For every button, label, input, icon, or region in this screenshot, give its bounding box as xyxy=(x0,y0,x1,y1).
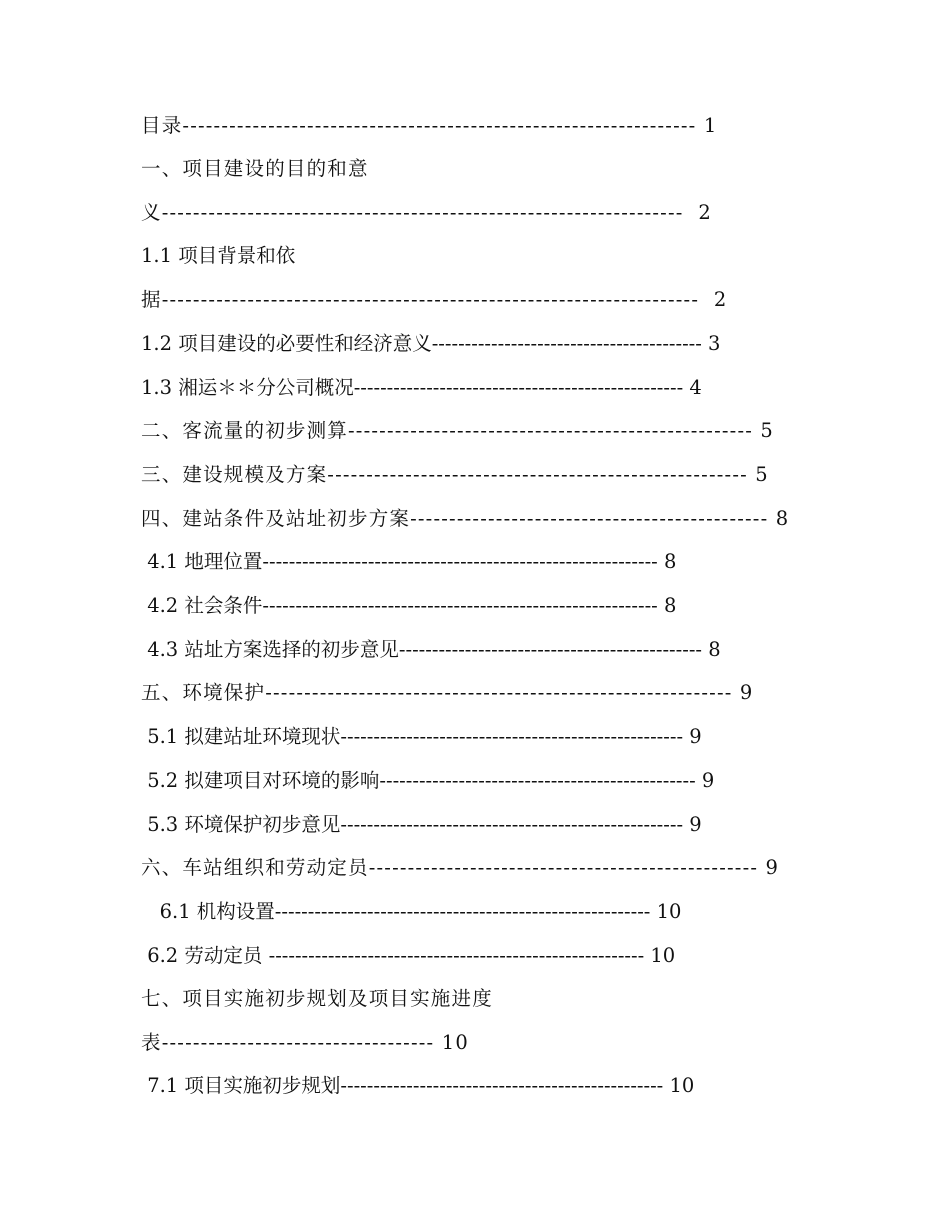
toc-entry-4-2[interactable]: 4.2 社会条件------------------------------------------------------------ 8 xyxy=(141,594,677,617)
toc-entry-5[interactable]: 五、环境保护------------------------------------------------------------ 9 xyxy=(141,681,754,704)
toc-entry-4[interactable]: 四、建站条件及站址初步方案---------------------------------------------- 8 xyxy=(141,507,790,530)
toc-entry-4-3[interactable]: 4.3 站址方案选择的初步意见---------------------------------------------- 8 xyxy=(141,638,721,661)
toc-entry-1-title[interactable]: 一、项目建设的目的和意 xyxy=(141,157,369,180)
toc-entry-6-2[interactable]: 6.2 劳动定员 --------------------------------------------------------- 10 xyxy=(141,944,676,967)
toc-entry-4-1[interactable]: 4.1 地理位置------------------------------------------------------------ 8 xyxy=(141,550,677,573)
toc-entry-6[interactable]: 六、车站组织和劳动定员-------------------------------------------------- 9 xyxy=(141,856,780,879)
toc-entry-7-title[interactable]: 七、项目实施初步规划及项目实施进度 xyxy=(141,987,493,1010)
toc-entry-5-2[interactable]: 5.2 拟建项目对环境的影响------------------------------------------------ 9 xyxy=(141,769,715,792)
toc-entry-7-1[interactable]: 7.1 项目实施初步规划------------------------------------------------- 10 xyxy=(141,1074,695,1097)
toc-entry-5-1[interactable]: 5.1 拟建站址环境现状---------------------------------------------------- 9 xyxy=(141,725,702,748)
toc-entry-6-1[interactable]: 6.1 机构设置--------------------------------------------------------- 10 xyxy=(141,900,682,923)
toc-entry-7-continued[interactable]: 表----------------------------------- 10 xyxy=(141,1031,469,1054)
toc-entry-1-continued[interactable]: 义------------------------------------------------------------------- 2 xyxy=(141,201,712,224)
toc-entry-1-3[interactable]: 1.3 湘运＊＊分公司概况-------------------------------------------------- 4 xyxy=(141,376,702,399)
toc-entry-5-3[interactable]: 5.3 环境保护初步意见---------------------------------------------------- 9 xyxy=(141,813,702,836)
toc-entry-1-1-title[interactable]: 1.1 项目背景和依 xyxy=(141,244,296,267)
toc-entry-2[interactable]: 二、客流量的初步测算---------------------------------------------------- 5 xyxy=(141,419,775,442)
toc-entry-contents[interactable]: 目录------------------------------------------------------------------ 1 xyxy=(141,114,718,137)
toc-entry-1-2[interactable]: 1.2 项目建设的必要性和经济意义----------------------------------------- 3 xyxy=(141,332,721,355)
toc-entry-3[interactable]: 三、建设规模及方案------------------------------------------------------ 5 xyxy=(141,463,769,486)
toc-entry-1-1-continued[interactable]: 据--------------------------------------------------------------------- 2 xyxy=(141,288,728,311)
